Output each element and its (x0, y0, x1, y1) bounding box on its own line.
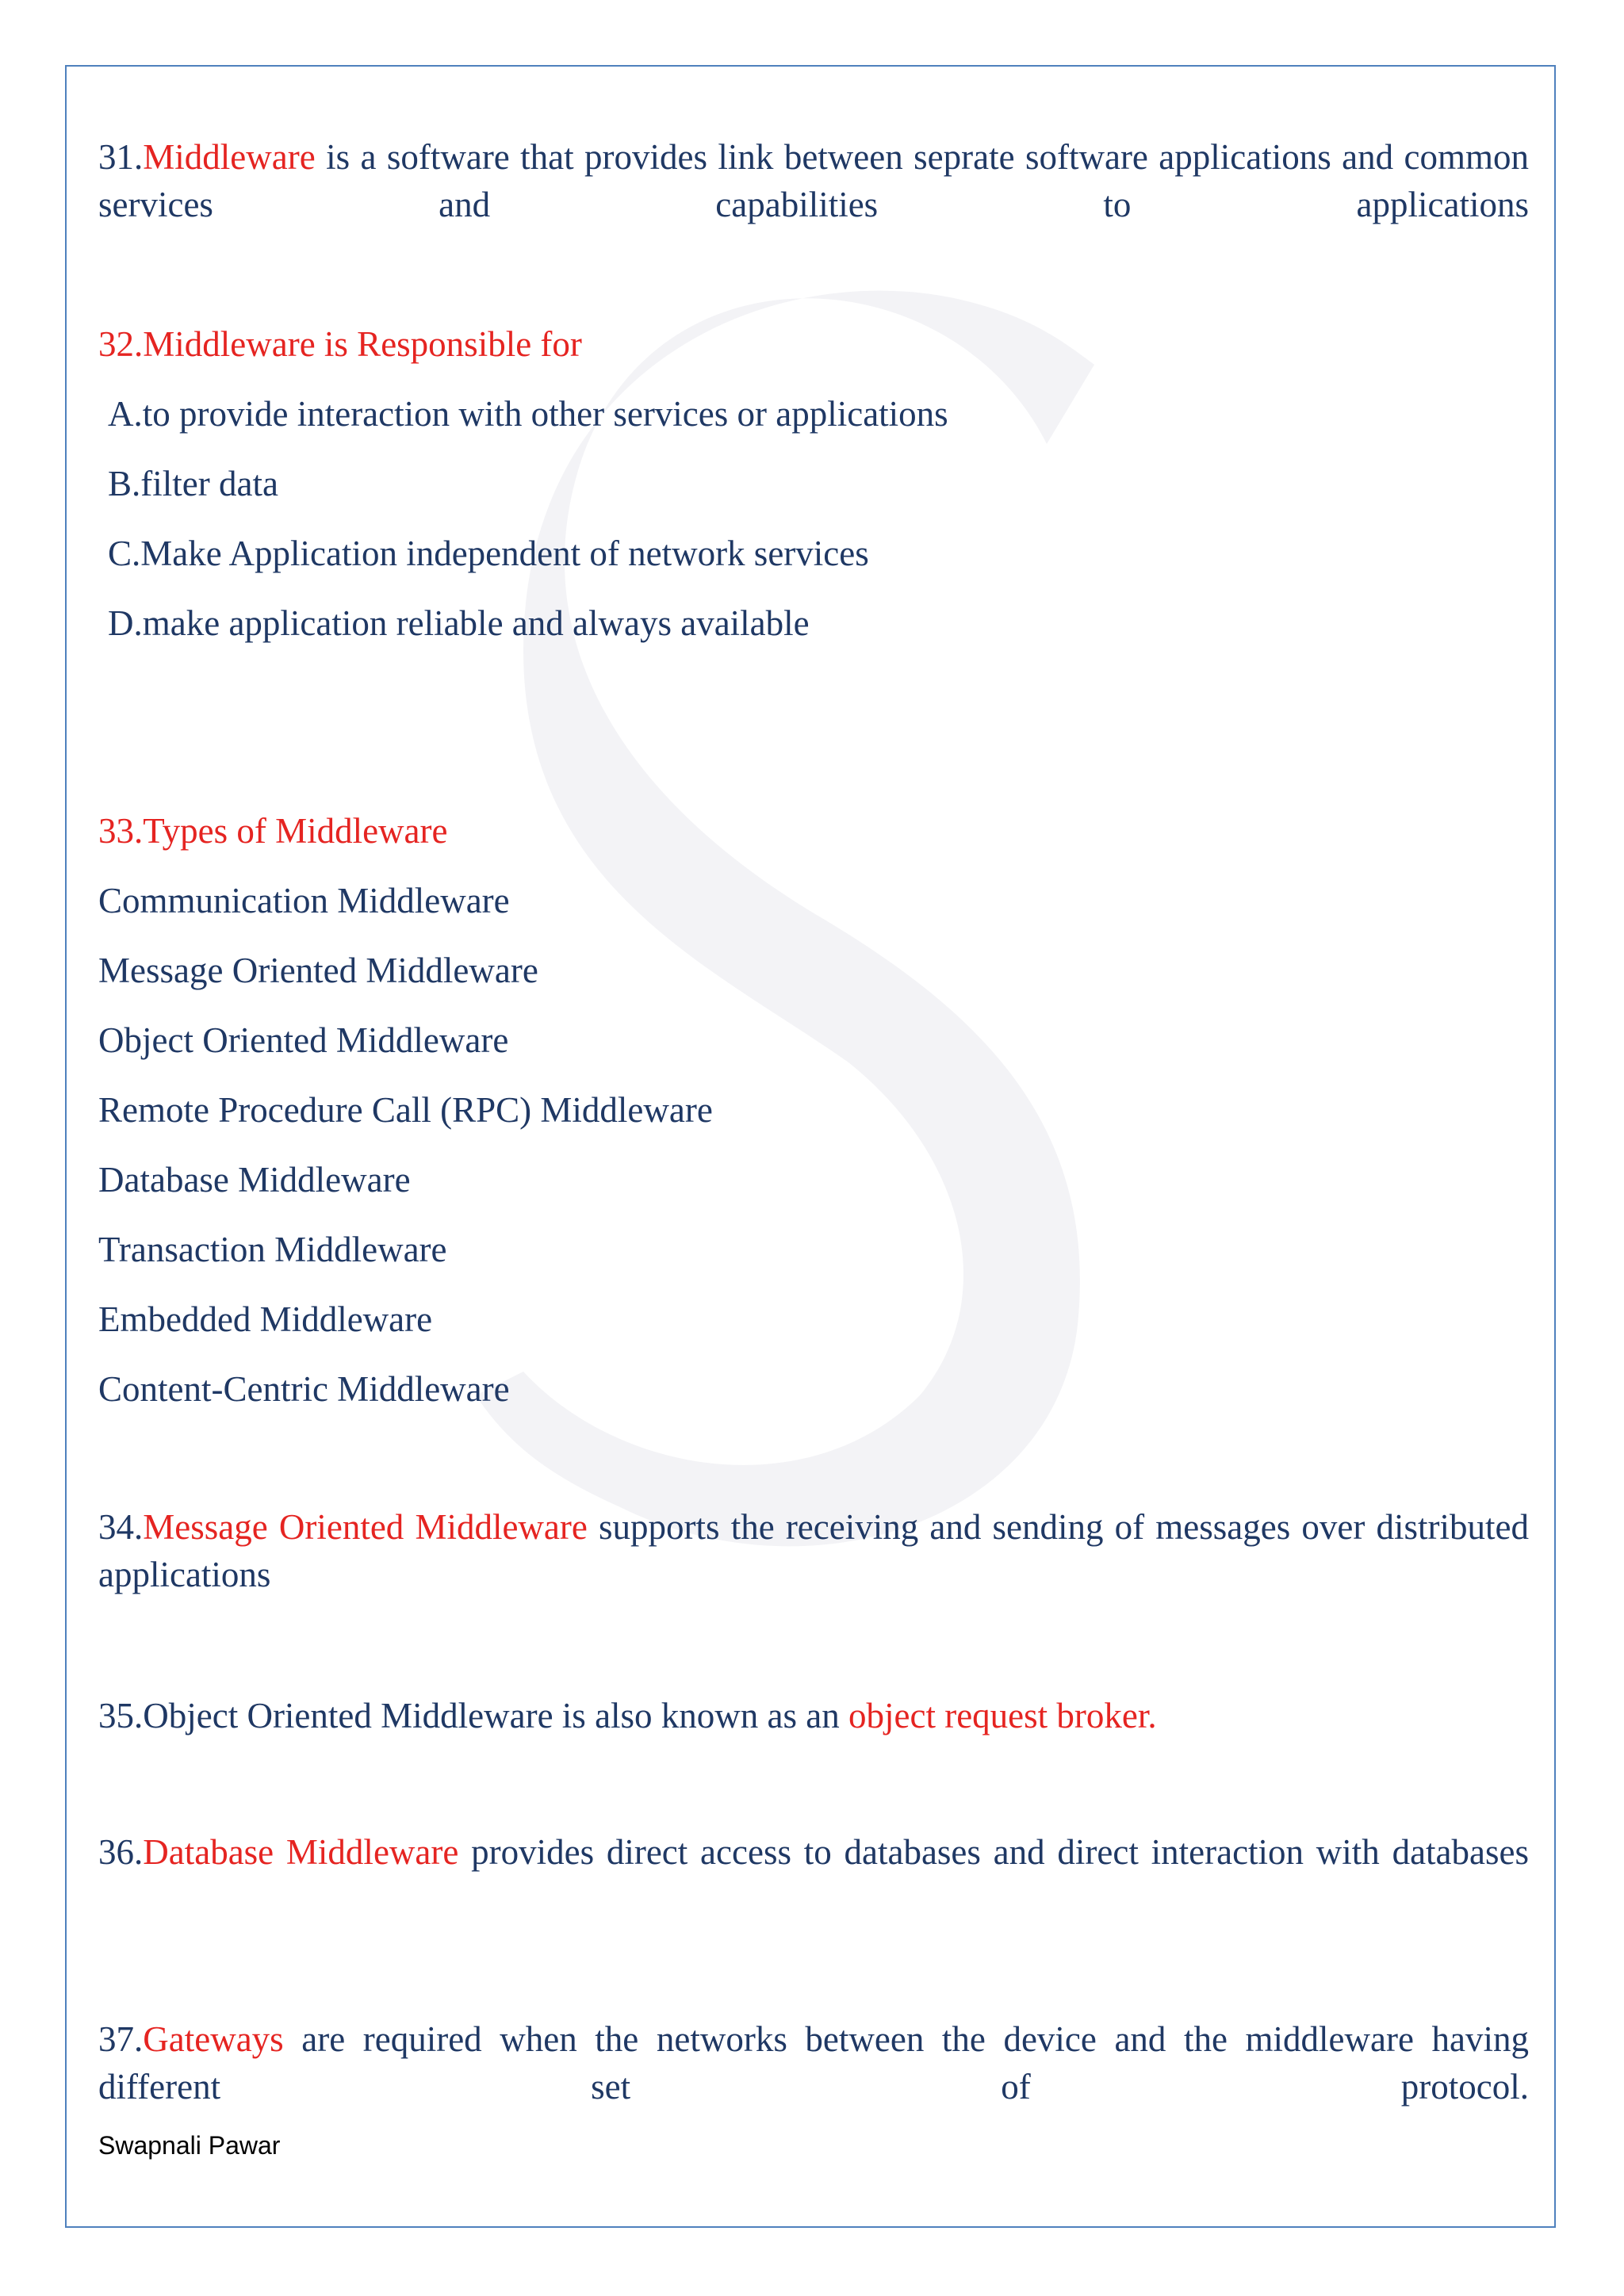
type-item: Object Oriented Middleware (98, 1020, 509, 1060)
type-item: Communication Middleware (98, 881, 510, 920)
item-36: 36.Database Middleware provides direct access to databases and direct interaction with databases (98, 1832, 1529, 1872)
term-middleware: Middleware (143, 137, 316, 177)
type-item: Message Oriented Middleware (98, 951, 538, 990)
item-35: 35.Object Oriented Middleware is also known as an object request broker. (98, 1696, 1157, 1735)
option-a: A.to provide interaction with other services or applications (108, 394, 948, 434)
item-33-heading: 33.Types of Middleware (98, 811, 448, 851)
term-message-oriented-middleware: Message Oriented Middleware (143, 1507, 588, 1547)
item-31: 31.Middleware is a software that provides link between seprate software applications and common services and capabilities to applications (98, 137, 1529, 224)
type-item: Content-Centric Middleware (98, 1369, 510, 1409)
item-37: 37.Gateways are required when the networks between the device and the middleware having different set of protocol. (98, 2019, 1529, 2107)
item-34: 34.Message Oriented Middleware supports the receiving and sending of messages over distributed applications (98, 1507, 1529, 1594)
type-item: Remote Procedure Call (RPC) Middleware (98, 1090, 713, 1130)
type-item: Embedded Middleware (98, 1299, 433, 1339)
option-c: C.Make Application independent of network services (108, 534, 869, 573)
type-item: Transaction Middleware (98, 1230, 447, 1269)
option-b: B.filter data (108, 464, 278, 503)
type-item: Database Middleware (98, 1160, 411, 1200)
term-database-middleware: Database Middleware (143, 1832, 459, 1872)
option-d: D.make application reliable and always available (108, 603, 810, 643)
footer-author: Swapnali Pawar (98, 2131, 281, 2160)
term-object-request-broker: object request broker. (848, 1696, 1157, 1735)
term-gateways: Gateways (143, 2019, 284, 2059)
item-32-heading: 32.Middleware is Responsible for (98, 324, 582, 364)
